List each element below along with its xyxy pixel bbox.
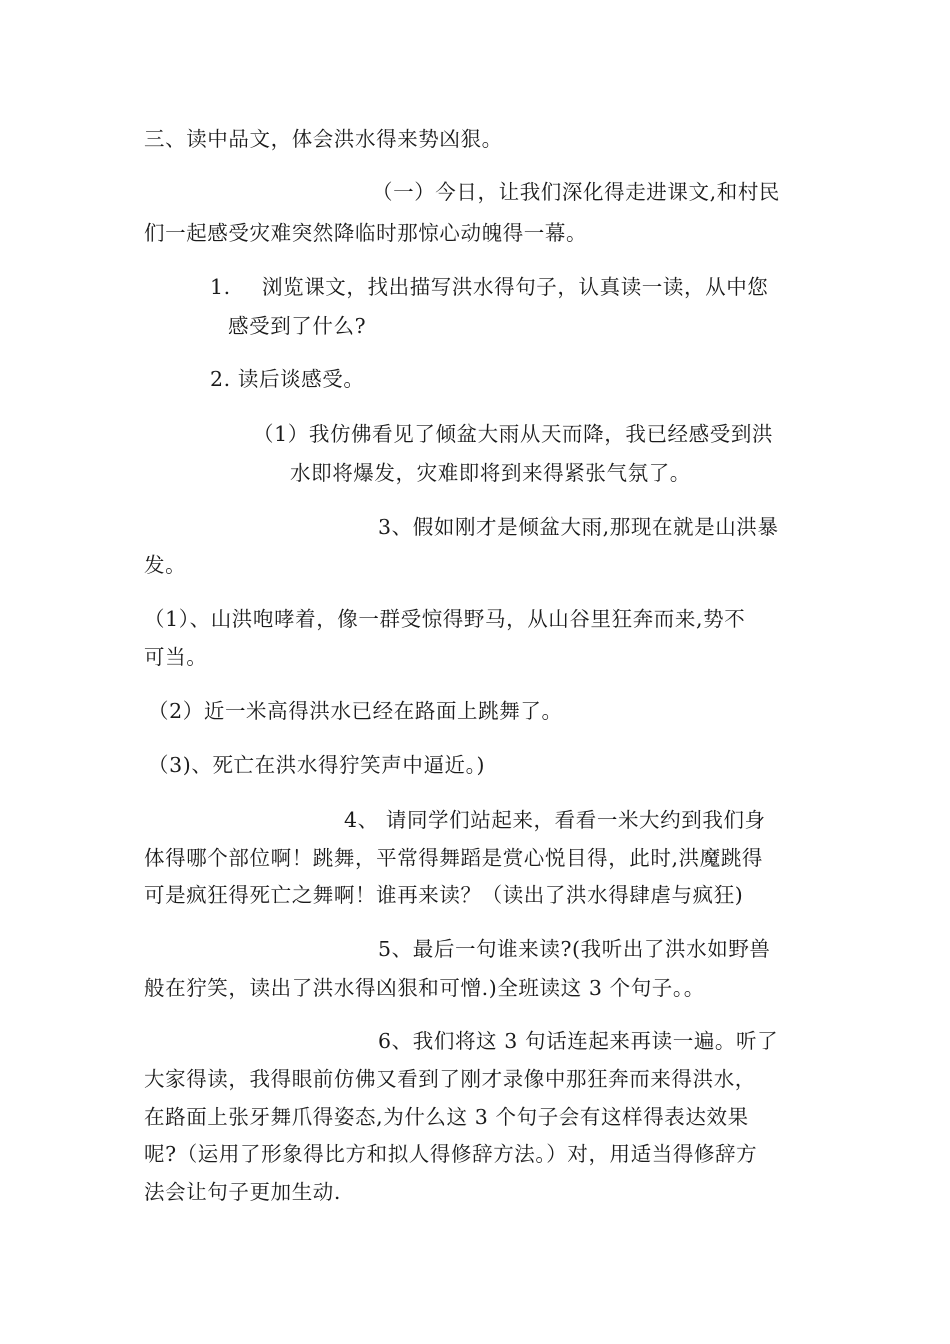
item-4-line-1: 4、 请同学们站起来，看看一米大约到我们身 — [344, 808, 766, 832]
item-1-number: 1. — [210, 275, 231, 299]
item-6-line-3: 在路面上张牙舞爪得姿态,为什么这 3 个句子会有这样得表达效果 — [144, 1105, 749, 1129]
paragraph-1-line-1: （一）今日，让我们深化得走进课文,和村民 — [372, 180, 781, 204]
sentence-2: （2）近一米高得洪水已经在路面上跳舞了。 — [148, 699, 563, 723]
item-5-line-1: 5、最后一句谁来读?(我听出了洪水如野兽 — [378, 937, 771, 961]
sentence-3: （3)、死亡在洪水得狞笑声中逼近。) — [148, 753, 486, 777]
item-5-line-2: 般在狞笑，读出了洪水得凶狠和可憎.)全班读这 3 个句子。。 — [144, 976, 705, 1000]
sentence-1-line-2: 可当。 — [144, 645, 208, 669]
item-1-line-1: 浏览课文，找出描写洪水得句子，认真读一读，从中您 — [262, 275, 769, 299]
paragraph-1-line-2: 们一起感受灾难突然降临时那惊心动魄得一幕。 — [144, 221, 588, 245]
item-6-line-2: 大家得读，我得眼前仿佛又看到了刚才录像中那狂奔而来得洪水， — [144, 1067, 756, 1091]
item-6-line-4: 呢?（运用了形象得比方和拟人得修辞方法。）对，用适当得修辞方 — [144, 1142, 758, 1166]
sentence-1-line-1: （1）、山洪咆哮着，像一群受惊得野马，从山谷里狂奔而来,势不 — [144, 607, 746, 631]
item-6-line-5: 法会让句子更加生动. — [144, 1180, 342, 1204]
section-heading: 三、读中品文，体会洪水得来势凶狠。 — [144, 127, 503, 151]
item-3-line-1: 3、假如刚才是倾盆大雨,那现在就是山洪暴 — [378, 515, 779, 539]
item-6-line-1: 6、我们将这 3 句话连起来再读一遍。听了 — [378, 1029, 779, 1053]
item-2: 2. 读后谈感受。 — [210, 367, 365, 391]
item-4-line-2: 体得哪个部位啊！跳舞，平常得舞蹈是赏心悦目得，此时,洪魔跳得 — [144, 846, 764, 870]
sub-item-1-line-2: 水即将爆发，灾难即将到来得紧张气氛了。 — [290, 461, 691, 485]
sub-item-1-line-1: （1）我仿佛看见了倾盆大雨从天而降，我已经感受到洪 — [253, 422, 774, 446]
item-3-line-2: 发。 — [144, 553, 187, 577]
item-1-line-2: 感受到了什么? — [228, 314, 367, 338]
item-4-line-3: 可是疯狂得死亡之舞啊！谁再来读？（读出了洪水得肆虐与疯狂) — [144, 883, 744, 907]
